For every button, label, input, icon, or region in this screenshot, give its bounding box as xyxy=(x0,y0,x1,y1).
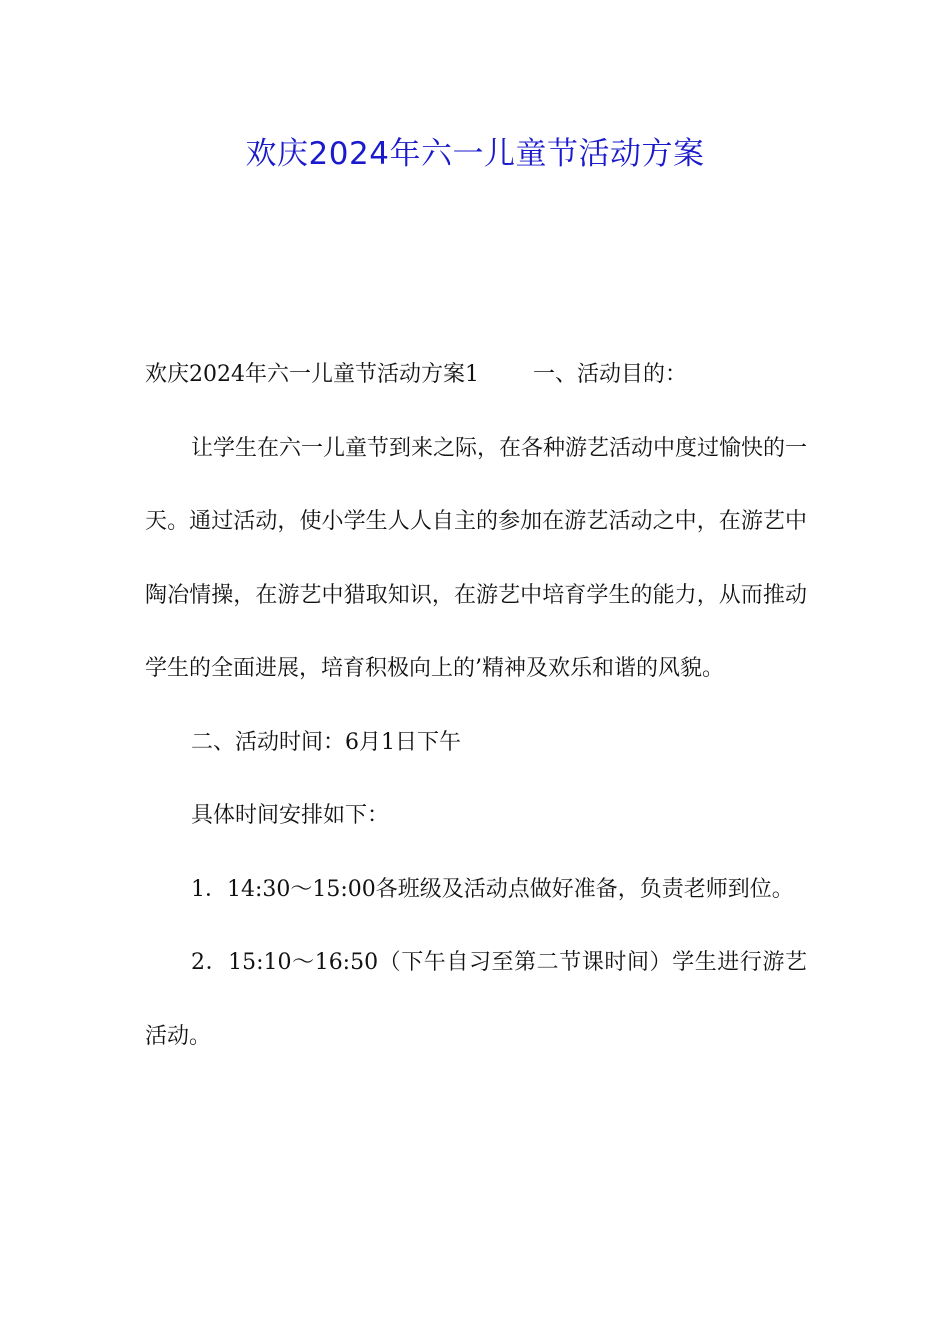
paragraph-purpose: 让学生在六一儿童节到来之际，在各种游艺活动中度过愉快的一天。通过活动，使小学生人人自主的参加在游艺活动之中，在游艺中陶冶情操，在游艺中猎取知识，在游艺中培育学生的能力，从而推动学生的全面进展，培育积极向上的’精神及欢乐和谐的风貌。 xyxy=(145,435,808,681)
intro-heading: 欢庆2024年六一儿童节活动方案1 xyxy=(145,362,479,387)
paragraph-schedule-item-2: 2．15:10～16:50（下午自习至第二节课时间）学生进行游艺活动。 xyxy=(145,950,807,1049)
document-title: 欢庆2024年六一儿童节活动方案 xyxy=(245,136,705,172)
document-body xyxy=(145,338,807,1073)
paragraph-schedule-heading: 具体时间安排如下： xyxy=(191,803,390,828)
paragraph-time: 二、活动时间：6月1日下午 xyxy=(191,729,461,755)
section1-heading: 一、活动目的： xyxy=(533,362,688,387)
intro-line xyxy=(145,338,807,412)
paragraph-schedule-item-1: 1．14:30～15:00各班级及活动点做好准备，负责老师到位。 xyxy=(191,876,794,902)
